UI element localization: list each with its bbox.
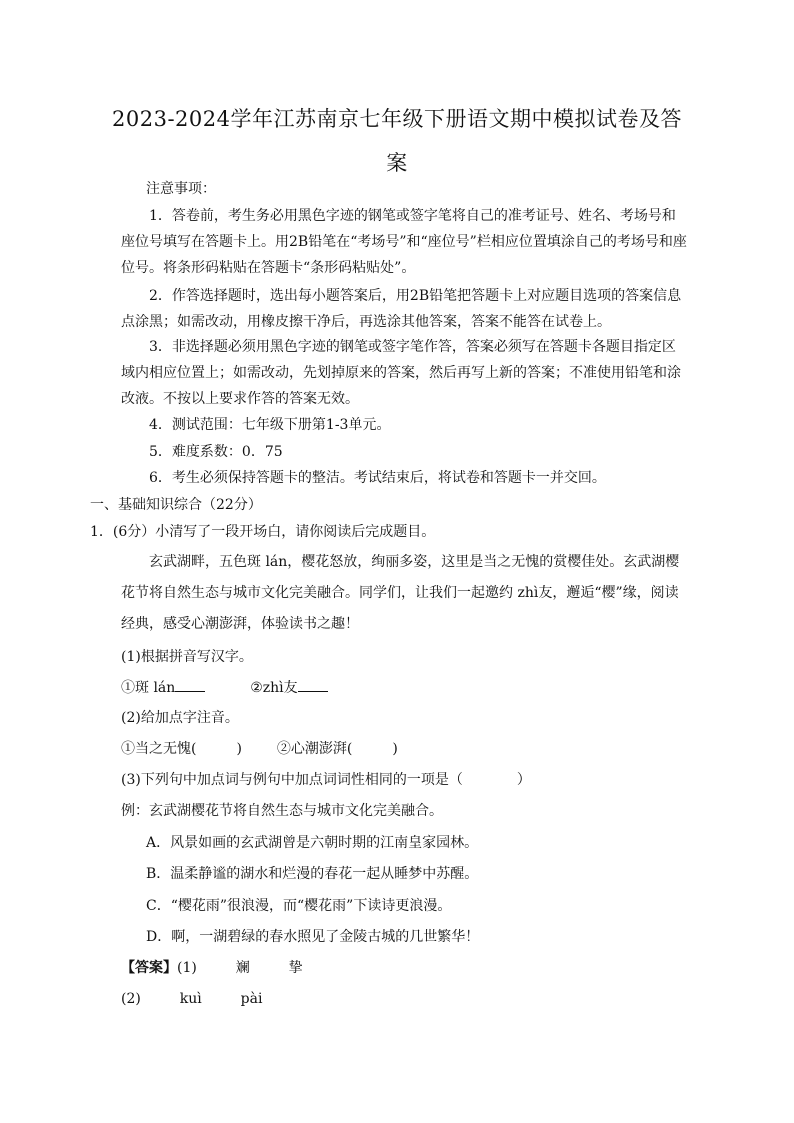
sub-question-3: [121, 767, 531, 793]
title-line-1: 2023-2024学年江苏南京七年级下册语文期中模拟试卷及答: [112, 107, 682, 131]
option-a: A．风景如画的玄武湖曾是六朝时期的江南皇家园林。: [146, 835, 479, 851]
phonetic-item-a: ①当之无愧(: [121, 741, 197, 757]
answer-blank: [298, 677, 328, 692]
blank-item-b: ②zhì友: [250, 680, 298, 696]
notice-item-5: 5．难度系数：0．75: [149, 444, 283, 460]
answer-value: 挚: [288, 960, 303, 976]
sub-question-2-items: [121, 736, 398, 762]
notice-heading: 注意事项：: [146, 181, 216, 197]
phonetic-item-b: ②心潮澎湃(: [276, 741, 353, 757]
sub-question-1-blanks: [121, 675, 328, 701]
page-title: [100, 97, 694, 185]
option-b: B．温柔静谧的湖水和烂漫的春花一起从睡梦中苏醒。: [146, 866, 479, 882]
answer-label: 【答案】: [121, 960, 177, 976]
answer-value: 斓: [235, 960, 250, 976]
question-1-stem: 1．(6分）小清写了一段开场白，请你阅读后完成题目。: [90, 524, 436, 540]
answer-number: (1): [177, 960, 197, 976]
answer-line-2: [121, 986, 262, 1012]
answer-value: pài: [240, 991, 263, 1007]
blank-item-a: ①斑 lán: [121, 680, 176, 696]
paren-close: ）: [516, 772, 531, 788]
notice-item-4: 4．测试范围：七年级下册第1-3单元。: [149, 417, 391, 433]
title-line-2: 案: [386, 151, 408, 175]
answer-number: (2): [121, 991, 141, 1007]
answer-blank: [175, 677, 205, 692]
section-heading: 一、基础知识综合（22分）: [90, 497, 262, 513]
example-sentence: 例：玄武湖樱花节将自然生态与城市文化完美融合。: [121, 803, 443, 819]
answer-line-1: [121, 955, 303, 981]
sub-question-2: (2)给加点字注音。: [121, 710, 239, 726]
notice-item-6: 6．考生必须保持答题卡的整洁。考试结束后，将试卷和答题卡一并交回。: [149, 470, 606, 486]
paren-close: ): [236, 741, 242, 757]
sub-question-3-text: (3)下列句中加点词与例句中加点词词性相同的一项是（: [121, 772, 463, 788]
option-d: D．啊，一湖碧绿的春水照见了金陵古城的几世繁华！: [146, 929, 480, 945]
option-c: C．“樱花雨”很浪漫，而“樱花雨”下读诗更浪漫。: [146, 898, 452, 914]
notice-item-2: 2．作答选择题时，选出每小题答案后，用2B铅笔把答题卡上对应题目选项的答案信息点涂黑；如需改动，用橡皮擦干净后，再选涂其他答案，答案不能答在试卷上。: [121, 288, 682, 330]
sub-question-1: (1)根据拼音写汉字。: [121, 649, 253, 665]
answer-value: kuì: [179, 991, 202, 1007]
passage-text: 玄武湖畔，五色斑 lán，樱花怒放，绚丽多姿，这里是当之无愧的赏樱佳处。玄武湖樱花节将自然生态与城市文化完美融合。同学们，让我们一起邀约 zhì友，邂逅“樱”缘，阅读经典，感受心潮澎湃，体验读书之趣！: [121, 554, 680, 632]
notice-item-3: 3．非选择题必须用黑色字迹的钢笔或签字笔作答，答案必须写在答题卡各题目指定区域内相应位置上；如需改动，先划掉原来的答案，然后再写上新的答案；不准使用铅笔和涂改液。不按以上要求作答的答案无效。: [121, 339, 681, 407]
notice-item-1: 1．答卷前，考生务必用黑色字迹的钢笔或签字笔将自己的准考证号、姓名、考场号和座位号填写在答题卡上。用2B铅笔在“考场号”和“座位号”栏相应位置填涂自己的考场号和座位号。将条形码粘贴在答题卡“条形码粘贴处”。: [121, 208, 687, 276]
paren-close: ): [392, 741, 398, 757]
